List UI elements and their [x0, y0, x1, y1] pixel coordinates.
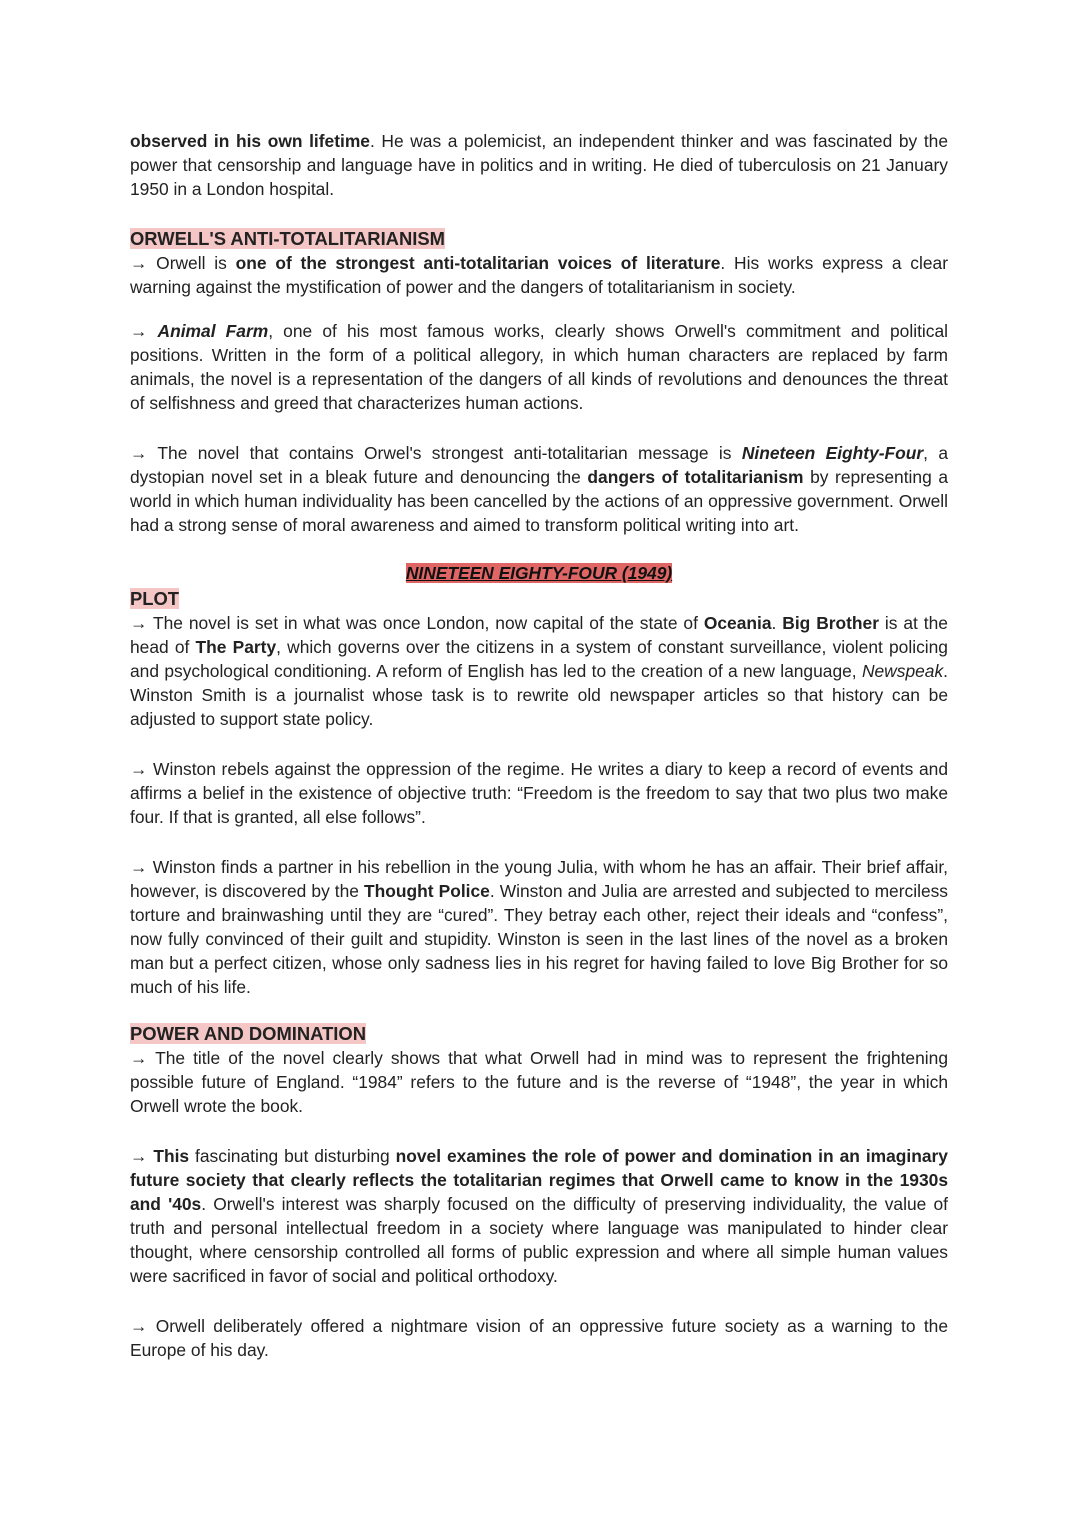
- bold-run: one of the strongest anti-totalitarian voices of literature: [235, 253, 721, 273]
- bold-run: novel examines the role of power and domination in an imaginary future society that clearly reflects the totalitarian regimes that Orwell came to know in the 1930s and '40s: [130, 1146, 948, 1214]
- intro-paragraph: [130, 129, 948, 201]
- intro-text: . He was a polemicist, an independent thinker and was fascinated by the power that censorship and language have in politics and in writing. He died of tuberculosis on 21 January 1950 in a London hospital.: [130, 131, 948, 199]
- anti-paragraph-1: [130, 251, 948, 299]
- heading-text: POWER AND DOMINATION: [130, 1023, 366, 1044]
- bold-run: Big Brother: [782, 613, 879, 633]
- heading-text: PLOT: [130, 588, 180, 609]
- bold-run: Oceania: [703, 613, 772, 633]
- text-run: → The novel is set in what was once London, now capital of the state of: [130, 613, 704, 633]
- novel-title-block: [130, 561, 948, 587]
- text-run: → Orwell is: [130, 253, 236, 273]
- anti-paragraph-3: [130, 441, 948, 537]
- bold-run: The Party: [195, 637, 277, 657]
- text-run: , a dystopian novel set in a bleak future and denouncing the: [130, 443, 949, 487]
- power-paragraph-2: [130, 1144, 948, 1288]
- text-run: → The novel that contains Orwel's strongest anti-totalitarian message is: [130, 443, 742, 463]
- heading-text: ORWELL'S ANTI-TOTALITARIANISM: [130, 228, 445, 249]
- text-run: . Orwell's interest was sharply focused on the difficulty of preserving individuality, the value of truth and personal intellectual freedom in a society where language was manipulated to hinder clear thought, where censorship controlled all forms of public expression and where all simple human values were sacrificed in favor of social and political orthodoxy.: [130, 1194, 948, 1286]
- anti-paragraph-2: [130, 319, 948, 415]
- bold-run: dangers of totalitarianism: [587, 467, 804, 487]
- text-run: →: [130, 321, 158, 341]
- power-paragraph-1: → The title of the novel clearly shows that what Orwell had in mind was to represent the frightening possible future of England. “1984” refers to the future and is the reverse of “1948”, the year in which Orwell wrote the book.: [130, 1048, 948, 1116]
- text-run: , one of his most famous works, clearly shows Orwell's commitment and political positions. Written in the form of a political allegory, in which human characters are replaced by farm animals, the novel is a representation of the dangers of all kinds of revolutions and denounces the threat of selfishness and greed that characterizes human actions.: [130, 321, 948, 413]
- bold-run: Thought Police: [364, 881, 490, 901]
- text-run: fascinating but disturbing: [189, 1146, 396, 1166]
- document-page: [130, 129, 948, 1362]
- italic-run: Newspeak: [861, 661, 944, 681]
- text-run: → Winston finds a partner in his rebellion in the young Julia, with whom he has an affair. Their brief affair, however, is discovered by the: [130, 857, 948, 901]
- book-title-animal-farm: Animal Farm: [157, 321, 269, 341]
- text-run: by representing a world in which human individuality has been cancelled by the actions of an oppressive government. Orwell had a strong sense of moral awareness and aimed to transform political writing into art.: [130, 467, 948, 535]
- intro-bold: observed in his own lifetime: [130, 131, 370, 151]
- text-run: .: [771, 613, 783, 633]
- novel-title: NINETEEN EIGHTY-FOUR (1949): [405, 563, 673, 583]
- section-heading-plot: [130, 587, 948, 611]
- plot-paragraph-2: → Winston rebels against the oppression of the regime. He writes a diary to keep a record of events and affirms a belief in the existence of objective truth: “Freedom is the freedom to say that two plus two make four. If that is granted, all else follows”.: [130, 759, 948, 827]
- text-run: . His works express a clear warning against the mystification of power and the dangers of totalitarianism in society.: [130, 253, 948, 297]
- power-paragraph-3: → Orwell deliberately offered a nightmare vision of an oppressive future society as a warning to the Europe of his day.: [130, 1316, 948, 1360]
- bold-run: This: [153, 1146, 190, 1166]
- book-title-1984: Nineteen Eighty-Four: [741, 443, 924, 463]
- plot-paragraph-3: [130, 855, 948, 999]
- text-run: . Winston Smith is a journalist whose task is to rewrite old newspaper articles so that history can be adjusted to support state policy.: [130, 661, 948, 729]
- text-run: is at the head of: [130, 613, 948, 657]
- plot-paragraph-1: [130, 611, 948, 731]
- text-run: . Winston and Julia are arrested and subjected to merciless torture and brainwashing until they are “cured”. They betray each other, reject their ideals and “confess”, now fully convinced of their guilt and stupidity. Winston is seen in the last lines of the novel as a broken man but a perfect citizen, whose only sadness lies in his regret for having failed to love Big Brother for so much of his life.: [130, 881, 949, 997]
- section-heading-anti-totalitarianism: [130, 227, 948, 251]
- text-run: , which governs over the citizens in a system of constant surveillance, violent policing and psychological conditioning. A reform of English has led to the creation of a new language,: [130, 637, 948, 681]
- text-run: →: [130, 1146, 154, 1166]
- section-heading-power: [130, 1022, 948, 1046]
